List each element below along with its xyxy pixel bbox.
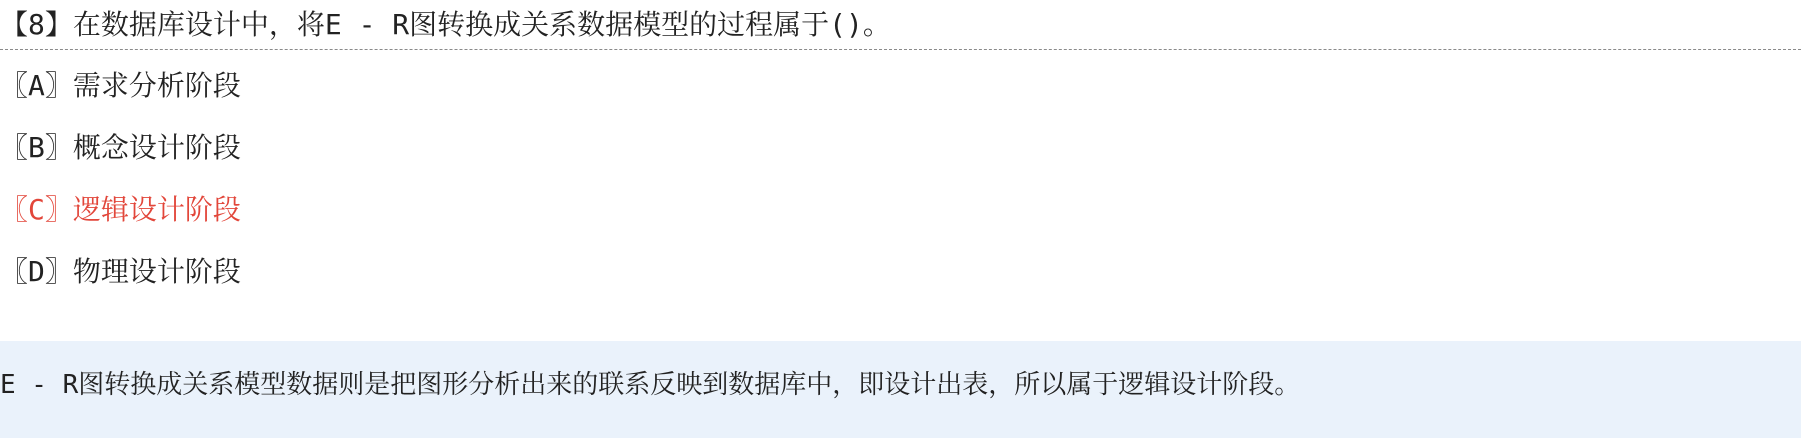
- option-b[interactable]: 〖B〗概念设计阶段: [0, 131, 241, 164]
- explanation-text: E - R图转换成关系模型数据则是把图形分析出来的联系反映到数据库中，即设计出表，所以属于逻辑设计阶段。: [0, 370, 1301, 400]
- explanation-panel: [0, 341, 1801, 438]
- options-list: [0, 58, 1801, 306]
- option-c-correct[interactable]: 〖C〗逻辑设计阶段: [0, 193, 241, 226]
- option-a[interactable]: 〖A〗需求分析阶段: [0, 69, 241, 102]
- question-text: 【8】在数据库设计中，将E - R图转换成关系数据模型的过程属于()。: [0, 0, 1801, 50]
- option-d[interactable]: 〖D〗物理设计阶段: [0, 255, 241, 288]
